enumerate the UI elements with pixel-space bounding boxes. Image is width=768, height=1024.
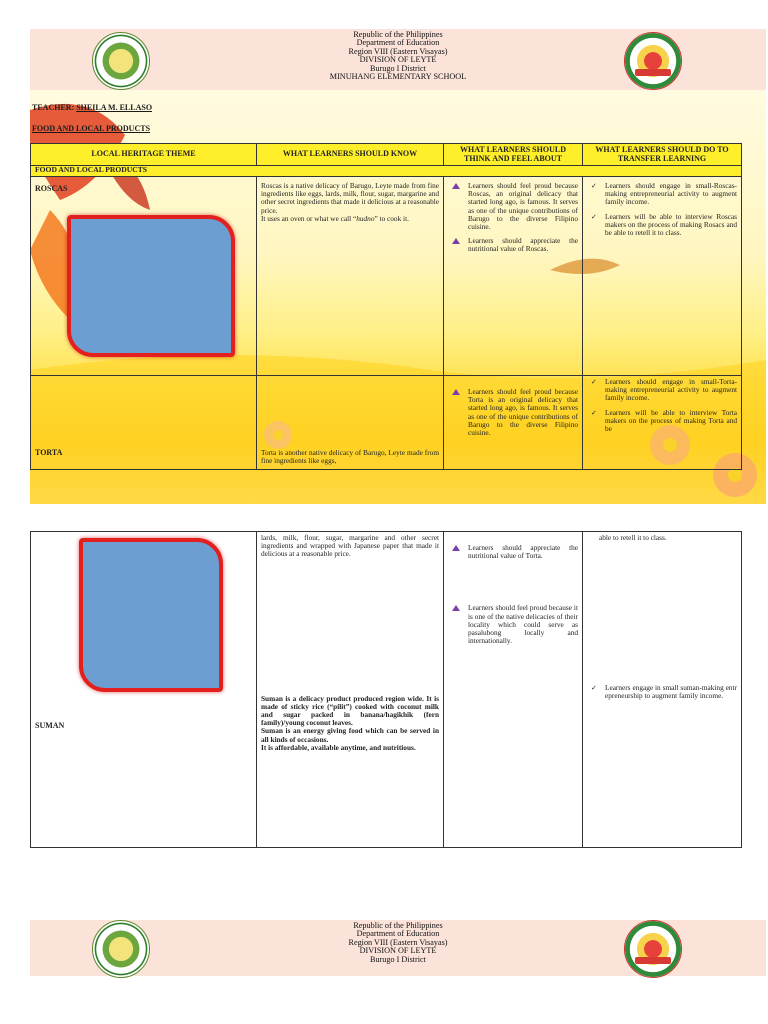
think-cell <box>444 376 583 470</box>
know-cell <box>257 532 444 848</box>
letterhead-line: Republic of the Philippines <box>353 921 443 930</box>
know-text: Suman is a delicacy product produced region wide. It is made of sticky rice (“pilit”) cooked with coconut milk and sugar packed in banana/hagikhik (fern family)/young coconut leaves. <box>261 693 439 728</box>
theme-label: SUMAN <box>35 721 65 730</box>
list-item: Learners should feel proud because Roscas, an original delicacy that started long ago, is famous. It serves as one of the unique contributions of Barugo to the diverse Filipino cuisine. <box>448 182 578 231</box>
column-header: WHAT LEARNERS SHOULD KNOW <box>257 144 444 166</box>
list-item: ✓ Learners will be able to interview Roscas makers on the process of making Rosacs and be able to retell it to class. <box>587 213 737 238</box>
do-list <box>587 378 737 433</box>
table-header-row <box>31 144 742 166</box>
footer-letterhead <box>30 920 766 976</box>
letterhead-line: Burugo I District <box>370 63 426 73</box>
letterhead-line: DIVISION OF LEYTE <box>359 55 437 65</box>
roscas-image-placeholder <box>67 215 235 357</box>
think-cell <box>444 177 583 376</box>
list-item: ✓ Learners will be able to interview Torta makers on the process of making Torta and be <box>587 409 737 434</box>
do-cell <box>583 177 742 376</box>
know-text: Roscas is a native delicacy of Barugo, Leyte made from fine ingredients like eggs, lards, milk, flour, sugar, margarine and other secret ingredients that made it delicious at a reasonable price. <box>261 181 439 215</box>
table-subheader-row <box>31 166 742 177</box>
page-1 <box>0 0 768 505</box>
list-item: ✓ Learners engage in small suman-making entr epreneurship to augment family income. <box>587 684 737 700</box>
do-text: able to retell it to class. <box>599 533 667 542</box>
list-item: Learners should appreciate the nutritional value of Torta. <box>448 544 578 560</box>
table-row <box>31 376 742 470</box>
think-list <box>448 179 578 254</box>
letterhead-line: Republic of the Philippines <box>353 30 443 39</box>
know-text: Torta is another native delicacy of Barugo, Leyte made from fine ingredients like eggs, <box>261 447 439 465</box>
teacher-name: SHEILA M. ELLASO <box>76 103 153 112</box>
teacher-label: TEACHER: <box>32 103 75 112</box>
section-title: FOOD AND LOCAL PRODUCTS <box>31 166 742 177</box>
do-cell <box>583 376 742 470</box>
do-list <box>587 542 737 700</box>
subject-line <box>32 124 150 133</box>
do-cell <box>583 532 742 848</box>
letterhead-line: Department of Education <box>356 929 440 939</box>
know-text: lards, milk, flour, sugar, margarine and other secret ingredients and wrapped with Japanese paper that made it delicious at a reasonable price. <box>261 533 439 559</box>
know-cell <box>257 177 444 376</box>
think-list <box>448 534 578 645</box>
theme-cell <box>31 376 257 470</box>
list-item: Learners should appreciate the nutritional value of Roscas. <box>448 237 578 253</box>
page-2 <box>0 505 768 1024</box>
torta-image-placeholder <box>79 538 223 692</box>
letterhead <box>30 29 766 91</box>
list-item: ✓ Learners should engage in small-Roscas-making entrepreneurial activity to augment family income. <box>587 182 737 207</box>
letterhead-line: DIVISION OF LEYTE <box>359 946 437 956</box>
do-list <box>587 179 737 237</box>
theme-label: ROSCAS <box>35 184 68 193</box>
subject-title: FOOD AND LOCAL PRODUCTS <box>32 124 151 133</box>
letterhead-line: MINUHANG ELEMENTARY SCHOOL <box>329 72 467 82</box>
list-item: Learners should feel proud because it is one of the native delicacies of their locality which could serve as pasalubong locally and internationally. <box>448 604 578 645</box>
district-seal-icon <box>624 32 682 90</box>
column-header: WHAT LEARNERS SHOULD DO TO TRANSFER LEARNING <box>583 144 742 166</box>
theme-label: TORTA <box>35 447 63 457</box>
column-header: LOCAL HERITAGE THEME <box>31 144 257 166</box>
column-header: WHAT LEARNERS SHOULD THINK AND FEEL ABOUT <box>444 144 583 166</box>
think-list <box>448 378 578 437</box>
know-cell <box>257 376 444 470</box>
letterhead-line: Department of Education <box>356 38 440 48</box>
list-item: ✓ Learners should engage in small-Torta-making entrepreneurial activity to augment family income. <box>587 378 737 403</box>
district-seal-icon <box>624 920 682 978</box>
teacher-line <box>32 103 152 112</box>
letterhead-line: Region VIII (Eastern Visayas) <box>348 937 448 947</box>
know-text: Suman is an energy giving food which can be served in all kinds of occasions. <box>261 726 439 744</box>
letterhead-line: Burugo I District <box>370 954 426 964</box>
know-text: It uses an oven or what we call “hudno” to cook it. <box>261 213 409 223</box>
know-text: It is affordable, available anytime, and nutritious. <box>261 742 416 752</box>
list-item: Learners should feel proud because Torta is an original delicacy that started long ago, is famous. It serves as one of the unique contributions of Barugo to the diverse Filipino cuisine. <box>448 388 578 437</box>
letterhead-line: Region VIII (Eastern Visayas) <box>348 46 448 56</box>
think-cell <box>444 532 583 848</box>
